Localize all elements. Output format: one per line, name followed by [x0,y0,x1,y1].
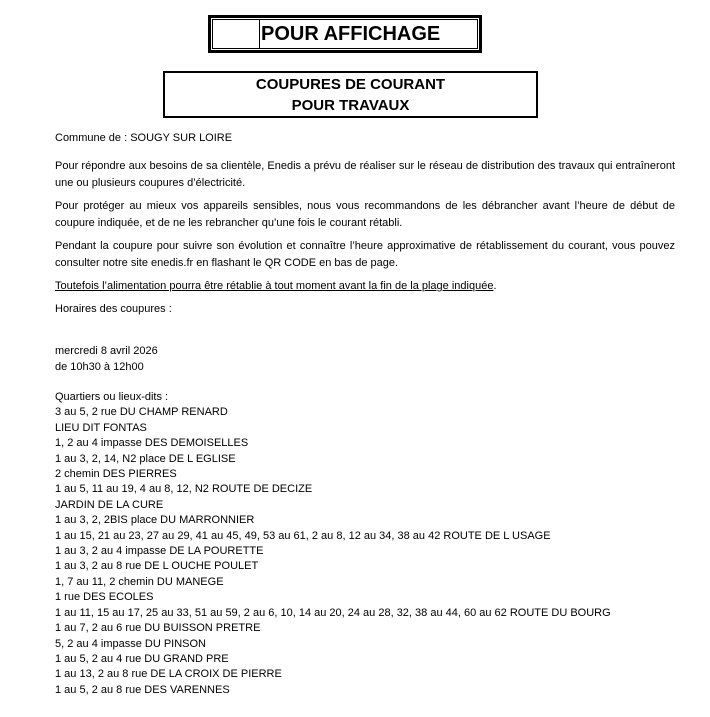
horaires-label: Horaires des coupures : [55,303,172,315]
quartiers-section [55,390,675,698]
notice-title-box [163,71,538,118]
commune-line: Commune de : SOUGY SUR LOIRE [55,132,233,144]
street-line: JARDIN DE LA CURE [55,498,164,511]
notice-title-line2: POUR TRAVAUX [291,97,410,114]
intro-paragraphs [55,158,675,272]
street-line: 1 au 5, 2 au 8 rue DES VARENNES [55,683,230,696]
affichage-empty-cell [213,20,260,48]
street-line: 1 au 15, 21 au 23, 27 au 29, 41 au 45, 49, 53 au 61, 2 au 8, 12 au 34, 38 au 42 ROUTE DE L USAGE [55,529,551,542]
underlined-notice [55,278,675,295]
schedule-date: mercredi 8 avril 2026 [55,345,158,357]
street-line: 1, 7 au 11, 2 chemin DU MANEGE [55,575,224,588]
streets-list [55,405,675,698]
schedule-time: de 10h30 à 12h00 [55,361,144,373]
street-line: 1 au 5, 2 au 4 rue DU GRAND PRE [55,652,229,665]
affichage-box [208,15,482,53]
underlined-notice-text: Toutefois l’alimentation pourra être rétablie à tout moment avant la fin de la plage indiquée [55,280,494,292]
street-line: 1 au 7, 2 au 6 rue DU BUISSON PRETRE [55,622,261,635]
paragraph: Pour protéger au mieux vos appareils sensibles, nous vous recommandons de les débrancher avant l’heure de début de coupure indiquée, et de ne les rebrancher qu’une fois le courant rétabli. [55,200,675,229]
affichage-title: POUR AFFICHAGE [261,22,441,45]
paragraph: Pendant la coupure pour suivre son évolution et connaître l’heure approximative de rétablissement du courant, vous pouvez consulter notre site enedis.fr en flashant le QR CODE en bas de page. [55,240,675,269]
notice-title-line1: COUPURES DE COURANT [255,76,446,93]
affichage-box-inner-border [212,19,478,49]
street-line: 1 au 3, 2 au 8 rue DE L OUCHE POULET [55,560,259,573]
street-line: 5, 2 au 4 impasse DU PINSON [55,637,207,650]
street-line: 1 au 3, 2, 2BIS place DU MARRONNIER [55,514,255,527]
notice-body [55,130,675,698]
street-line: 1 au 13, 2 au 8 rue DE LA CROIX DE PIERRE [55,668,282,681]
street-line: 1 au 11, 15 au 17, 25 au 33, 51 au 59, 2 au 6, 10, 14 au 20, 24 au 28, 32, 38 au 44, 60 au 62 ROUTE DU BOURG [55,606,611,619]
street-line: 1 rue DES ECOLES [55,591,154,604]
street-line: 1 au 5, 11 au 19, 4 au 8, 12, N2 ROUTE DE DECIZE [55,483,313,496]
street-line: 3 au 5, 2 rue DU CHAMP RENARD [55,406,228,419]
street-line: 2 chemin DES PIERRES [55,468,177,481]
schedule-block [55,343,675,375]
paragraph: Pour répondre aux besoins de sa clientèle, Enedis a prévu de réaliser sur le réseau de distribution des travaux qui entraîneront une ou plusieurs coupures d’électricité. [55,160,675,189]
underlined-notice-period: . [493,280,497,292]
street-line: LIEU DIT FONTAS [55,421,147,434]
street-line: 1 au 3, 2 au 4 impasse DE LA POURETTE [55,545,264,558]
street-line: 1, 2 au 4 impasse DES DEMOISELLES [55,437,249,450]
quartiers-label: Quartiers ou lieux-dits : [55,391,169,403]
street-line: 1 au 3, 2, 14, N2 place DE L EGLISE [55,452,236,465]
